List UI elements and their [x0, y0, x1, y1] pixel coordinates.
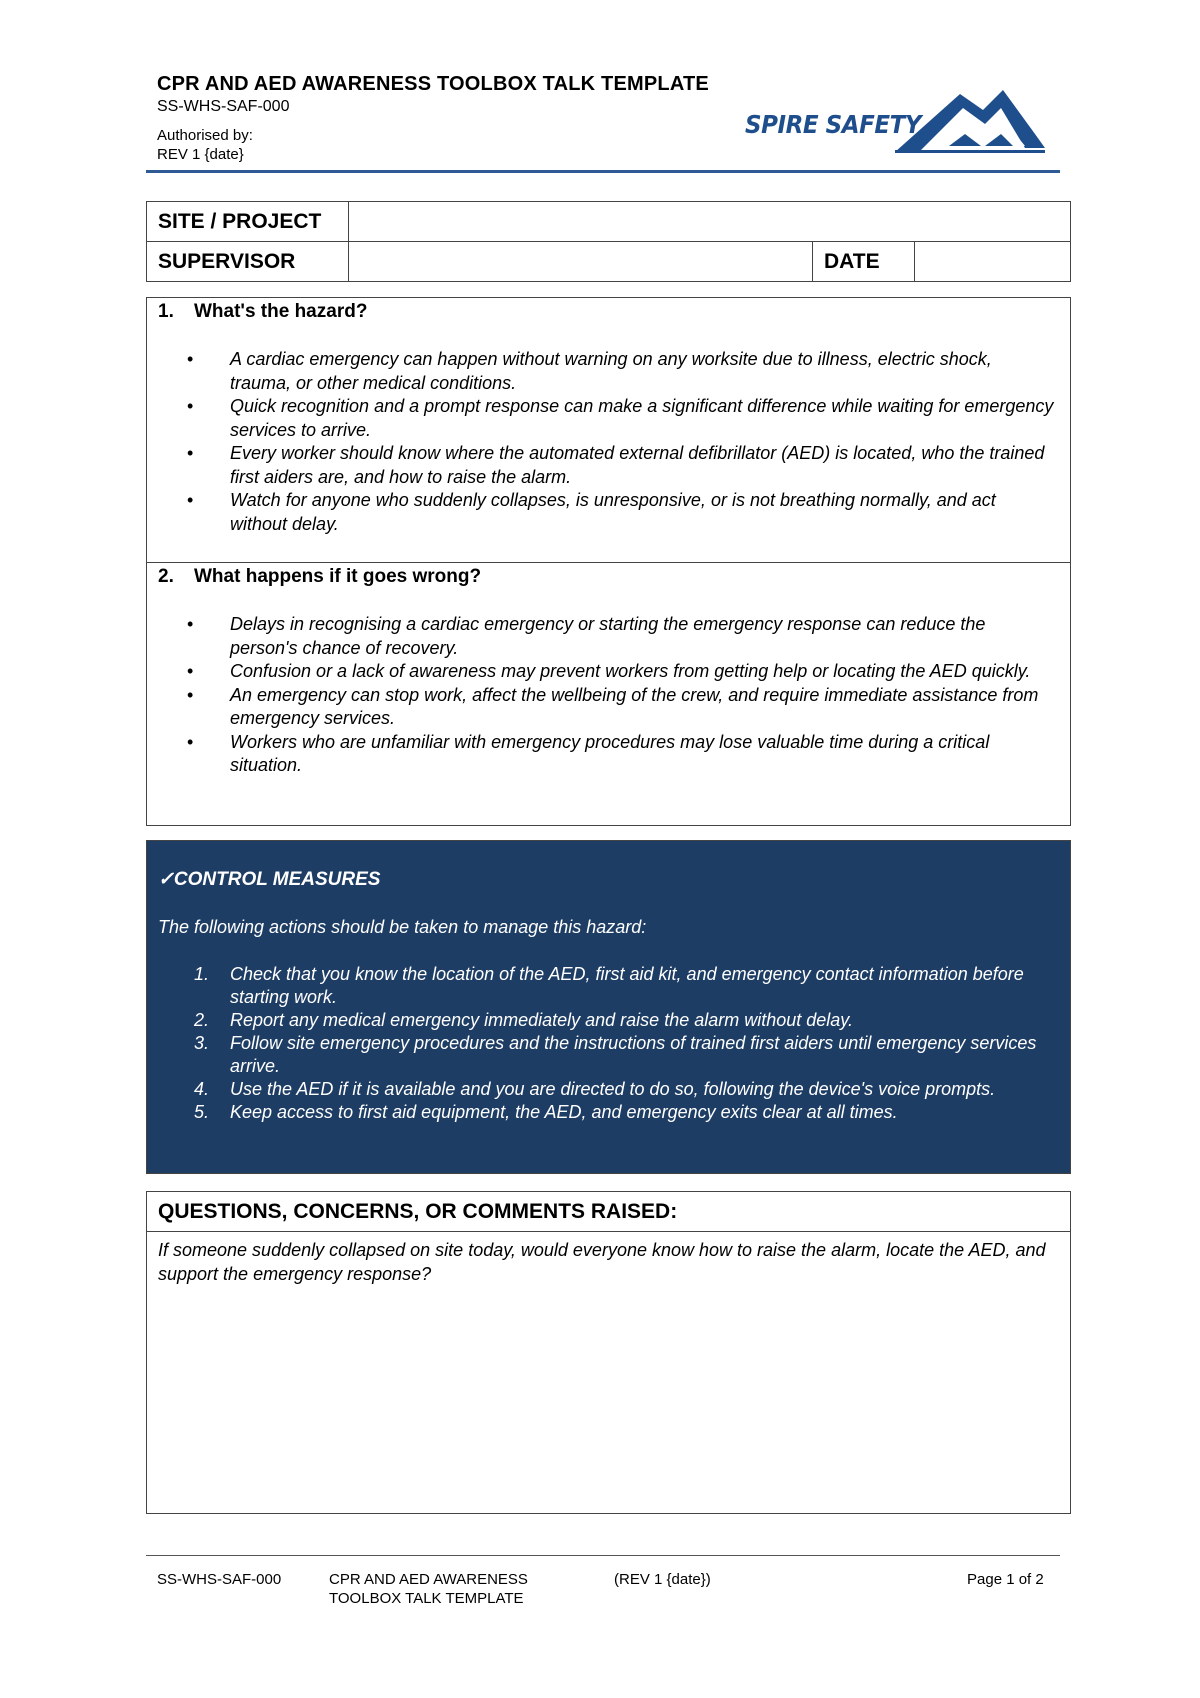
footer-title-line: CPR AND AED AWARENESS [329, 1571, 528, 1588]
questions-section [146, 1191, 1071, 1514]
site-project-field[interactable] [349, 202, 1071, 242]
authorised-by: Authorised by: [157, 127, 253, 144]
list-item: • Workers who are unfamiliar with emergency procedures may lose valuable time during a critical situation. [187, 731, 1057, 778]
site-project-label: SITE / PROJECT [147, 202, 349, 242]
hazard-number: 1. [158, 301, 174, 322]
item-text: Keep access to first aid equipment, the AED, and emergency exits clear at all times. [230, 1102, 898, 1122]
list-item: • Watch for anyone who suddenly collapses, is unresponsive, or is not breathing normally, and act without delay. [187, 489, 1057, 536]
item-number: 1. [194, 964, 210, 984]
consequence-title: What happens if it goes wrong? [194, 566, 482, 587]
hazard-title: What's the hazard? [194, 301, 368, 322]
consequence-heading [158, 566, 481, 588]
consequence-section [146, 562, 1071, 826]
supervisor-field[interactable] [349, 242, 813, 282]
hazard-section [146, 297, 1071, 563]
site-info-table [146, 201, 1071, 282]
hazard-heading [158, 301, 367, 323]
hazard-list [187, 348, 1057, 536]
spire-safety-logo [745, 88, 1050, 158]
item-text: Report any medical emergency immediately and raise the alarm without delay. [230, 1010, 853, 1030]
list-item: • Confusion or a lack of awareness may prevent workers from getting help or locating the AED quickly. [187, 660, 1057, 684]
mountain-logo-icon [885, 88, 1050, 158]
item-text: Follow site emergency procedures and the instructions of trained first aiders until emergency services arrive. [230, 1033, 1037, 1076]
document-title: CPR AND AED AWARENESS TOOLBOX TALK TEMPLATE [157, 73, 709, 95]
item-number: 5. [194, 1102, 210, 1122]
list-item [187, 963, 1047, 1009]
list-item [187, 1032, 1047, 1078]
consequence-number: 2. [158, 566, 174, 587]
footer-title [329, 1570, 528, 1608]
list-item [187, 1101, 1047, 1124]
control-measures-title: ✓CONTROL MEASURES [158, 869, 381, 890]
document-code: SS-WHS-SAF-000 [157, 98, 290, 115]
footer-revision: (REV 1 {date}) [614, 1571, 711, 1588]
control-measures-panel [146, 840, 1071, 1174]
list-item [187, 1009, 1047, 1032]
page-number: Page 1 of 2 [967, 1571, 1044, 1588]
header-divider [146, 170, 1060, 173]
revision: REV 1 {date} [157, 146, 244, 163]
supervisor-label: SUPERVISOR [147, 242, 349, 282]
item-text: Check that you know the location of the AED, first aid kit, and emergency contact information before starting work. [230, 964, 1024, 1007]
list-item: • An emergency can stop work, affect the wellbeing of the crew, and require immediate assistance from emergency services. [187, 684, 1057, 731]
list-item: • A cardiac emergency can happen without warning on any worksite due to illness, electric shock, trauma, or other medical conditions. [187, 348, 1057, 395]
control-measures-intro: The following actions should be taken to manage this hazard: [158, 917, 647, 937]
questions-field[interactable]: If someone suddenly collapsed on site today, would everyone know how to raise the alarm, locate the AED, and support the emergency response? [158, 1240, 1046, 1284]
date-label: DATE [813, 242, 915, 282]
control-measures-list [187, 963, 1047, 1124]
questions-heading: QUESTIONS, CONCERNS, OR COMMENTS RAISED: [147, 1192, 1070, 1232]
item-number: 2. [194, 1010, 210, 1030]
footer-divider [146, 1555, 1060, 1556]
list-item: • Quick recognition and a prompt response can make a significant difference while waiting for emergency services to arrive. [187, 395, 1057, 442]
list-item [187, 1078, 1047, 1101]
footer-title-line: TOOLBOX TALK TEMPLATE [329, 1590, 524, 1607]
logo-text: SPIRE SAFETY [745, 110, 922, 139]
footer-code: SS-WHS-SAF-000 [157, 1571, 282, 1588]
consequence-list [187, 613, 1057, 778]
item-text: Use the AED if it is available and you are directed to do so, following the device's voice prompts. [230, 1079, 996, 1099]
list-item: • Delays in recognising a cardiac emergency or starting the emergency response can reduce the person's chance of recovery. [187, 613, 1057, 660]
item-number: 4. [194, 1079, 210, 1099]
item-number: 3. [194, 1033, 210, 1053]
list-item: • Every worker should know where the automated external defibrillator (AED) is located, who the trained first aiders are, and how to raise the alarm. [187, 442, 1057, 489]
date-field[interactable] [915, 242, 1071, 282]
